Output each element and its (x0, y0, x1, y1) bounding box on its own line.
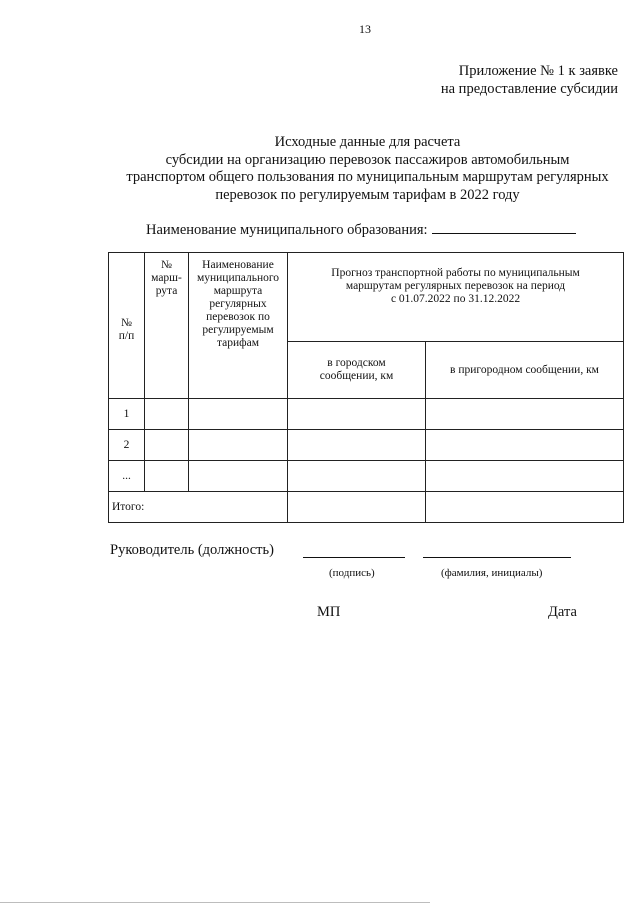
stamp-label: МП (317, 604, 341, 620)
table-row (109, 461, 624, 492)
appendix-note (441, 62, 618, 98)
cell-name[interactable] (189, 430, 288, 461)
cell-route[interactable] (145, 461, 189, 492)
cell-name[interactable] (189, 461, 288, 492)
row-num: 2 (109, 430, 145, 461)
cell-urban[interactable] (288, 430, 426, 461)
name-caption: (фамилия, инициалы) (441, 567, 543, 579)
municipality-label: Наименование муниципального образования: (146, 222, 428, 238)
name-line[interactable] (423, 557, 571, 558)
total-urban[interactable] (288, 492, 426, 523)
municipality-field (146, 220, 576, 239)
data-table (108, 252, 624, 523)
cell-route[interactable] (145, 430, 189, 461)
signature-caption: (подпись) (329, 567, 375, 579)
table-row (109, 399, 624, 430)
head-position-label: Руководитель (должность) (110, 542, 274, 558)
title-line-2: субсидии на организацию перевозок пассажиров автомобильным (165, 151, 570, 168)
header-urban: в городском сообщении, км (288, 342, 426, 399)
appendix-line-1: Приложение № 1 к заявке (458, 63, 618, 79)
appendix-line-2: на предоставление субсидии (440, 81, 618, 97)
cell-suburban[interactable] (426, 430, 624, 461)
title-line-1: Исходные данные для расчета (274, 134, 461, 150)
total-suburban[interactable] (426, 492, 624, 523)
signature-line[interactable] (303, 557, 405, 558)
header-route-number: № марш- рута (145, 253, 189, 399)
date-label: Дата (548, 604, 577, 620)
document-title (100, 134, 635, 204)
municipality-blank-line[interactable] (432, 220, 576, 234)
title-line-3: транспортом общего пользования по муниципальным маршрутам регулярных (126, 169, 609, 185)
cell-urban[interactable] (288, 399, 426, 430)
row-num: ... (109, 461, 145, 492)
header-route-name: Наименование муниципального маршрута регулярных перевозок по регулируемым тарифам (189, 253, 288, 399)
cell-name[interactable] (189, 399, 288, 430)
cell-route[interactable] (145, 399, 189, 430)
total-label: Итого: (109, 492, 288, 523)
scan-line-divider (0, 902, 430, 903)
header-suburban: в пригородном сообщении, км (426, 342, 624, 399)
header-num: № п/п (109, 253, 145, 399)
page-number: 13 (359, 22, 371, 36)
title-line-4: перевозок по регулируемым тарифам в 2022 году (215, 186, 520, 203)
cell-suburban[interactable] (426, 399, 624, 430)
row-num: 1 (109, 399, 145, 430)
header-forecast: Прогноз транспортной работы по муниципальным маршрутам регулярных перевозок на период с 01.07.2022 по 31.12.2022 (288, 253, 624, 342)
table-header-row (109, 253, 624, 342)
total-row (109, 492, 624, 523)
cell-suburban[interactable] (426, 461, 624, 492)
cell-urban[interactable] (288, 461, 426, 492)
table-row (109, 430, 624, 461)
